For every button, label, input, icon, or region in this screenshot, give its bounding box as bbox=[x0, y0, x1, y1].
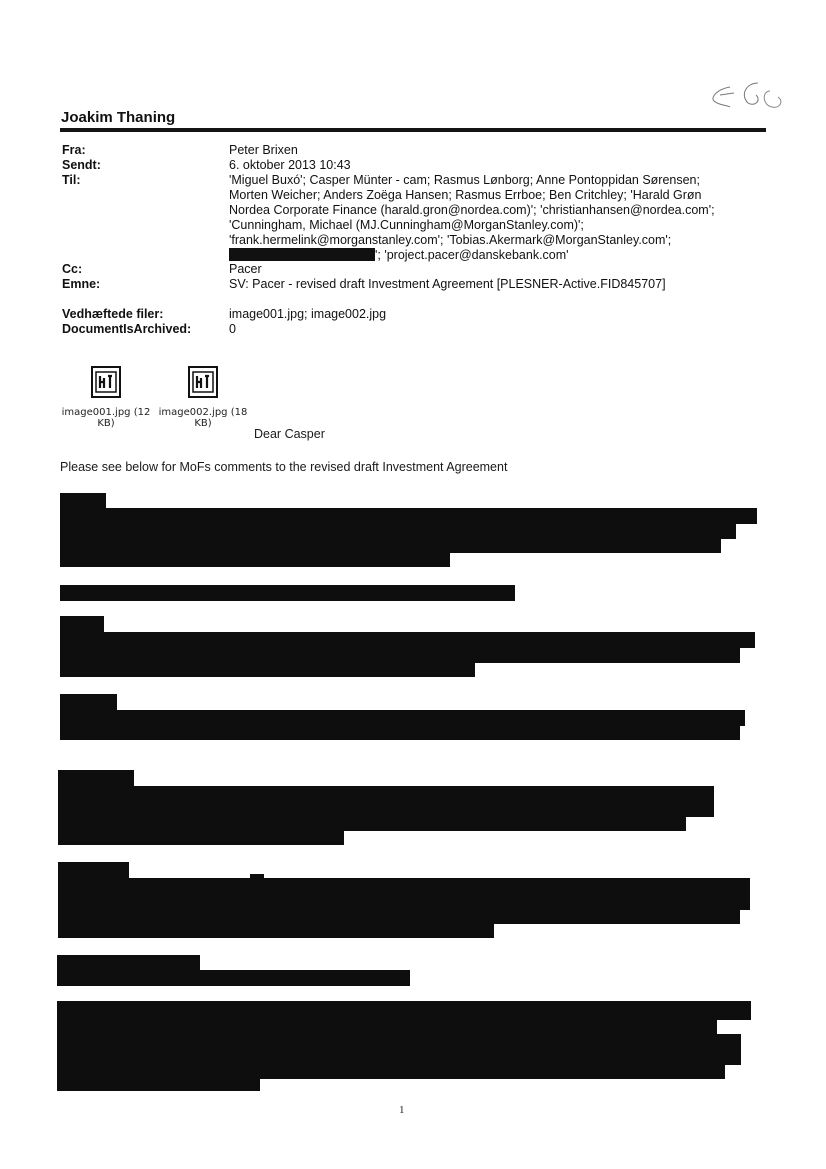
subject-label: Emne: bbox=[62, 277, 101, 291]
to-line: 'Cunningham, Michael (MJ.Cunningham@MorganStanley.com)'; bbox=[229, 218, 584, 232]
to-line-text: '; 'project.pacer@danskebank.com' bbox=[375, 248, 569, 262]
from-value: Peter Brixen bbox=[229, 143, 298, 157]
cc-label: Cc: bbox=[62, 262, 83, 276]
header-rule bbox=[60, 128, 766, 132]
handwritten-mark bbox=[700, 75, 790, 125]
attachment-size: KB) bbox=[194, 418, 212, 429]
to-label: Til: bbox=[62, 173, 81, 187]
from-label: Fra: bbox=[62, 143, 86, 157]
redaction-block bbox=[229, 248, 375, 261]
to-line-last bbox=[229, 248, 569, 263]
attachment-name: image002.jpg (18 bbox=[158, 407, 248, 418]
image-file-icon bbox=[188, 366, 218, 398]
attachment-image001[interactable] bbox=[56, 366, 156, 429]
document-owner-name: Joakim Thaning bbox=[61, 109, 176, 126]
attachment-name: image001.jpg (12 bbox=[61, 407, 151, 418]
sent-value: 6. oktober 2013 10:43 bbox=[229, 158, 351, 172]
to-line: 'frank.hermelink@morganstanley.com'; 'Tobias.Akermark@MorganStanley.com'; bbox=[229, 233, 672, 247]
sent-label: Sendt: bbox=[62, 158, 101, 172]
archived-label: DocumentIsArchived: bbox=[62, 322, 192, 336]
archived-value: 0 bbox=[229, 322, 236, 336]
page-number: 1 bbox=[399, 1104, 405, 1116]
subject-value: SV: Pacer - revised draft Investment Agreement [PLESNER-Active.FID845707] bbox=[229, 277, 666, 291]
attachment-size: KB) bbox=[97, 418, 115, 429]
attachments-label: Vedhæftede filer: bbox=[62, 307, 164, 321]
to-line: Morten Weicher; Anders Zoëga Hansen; Rasmus Errboe; Ben Critchley; 'Harald Grøn bbox=[229, 188, 702, 202]
attachments-value: image001.jpg; image002.jpg bbox=[229, 307, 387, 321]
greeting: Dear Casper bbox=[254, 427, 325, 441]
cc-value: Pacer bbox=[229, 262, 262, 276]
to-line: Nordea Corporate Finance (harald.gron@nordea.com)'; 'christianhansen@nordea.com'; bbox=[229, 203, 715, 217]
intro-text: Please see below for MoFs comments to the revised draft Investment Agreement bbox=[60, 460, 508, 474]
to-line: 'Miguel Buxó'; Casper Münter - cam; Rasmus Lønborg; Anne Pontoppidan Sørensen; bbox=[229, 173, 700, 187]
image-file-icon bbox=[91, 366, 121, 398]
attachment-image002[interactable] bbox=[153, 366, 253, 429]
